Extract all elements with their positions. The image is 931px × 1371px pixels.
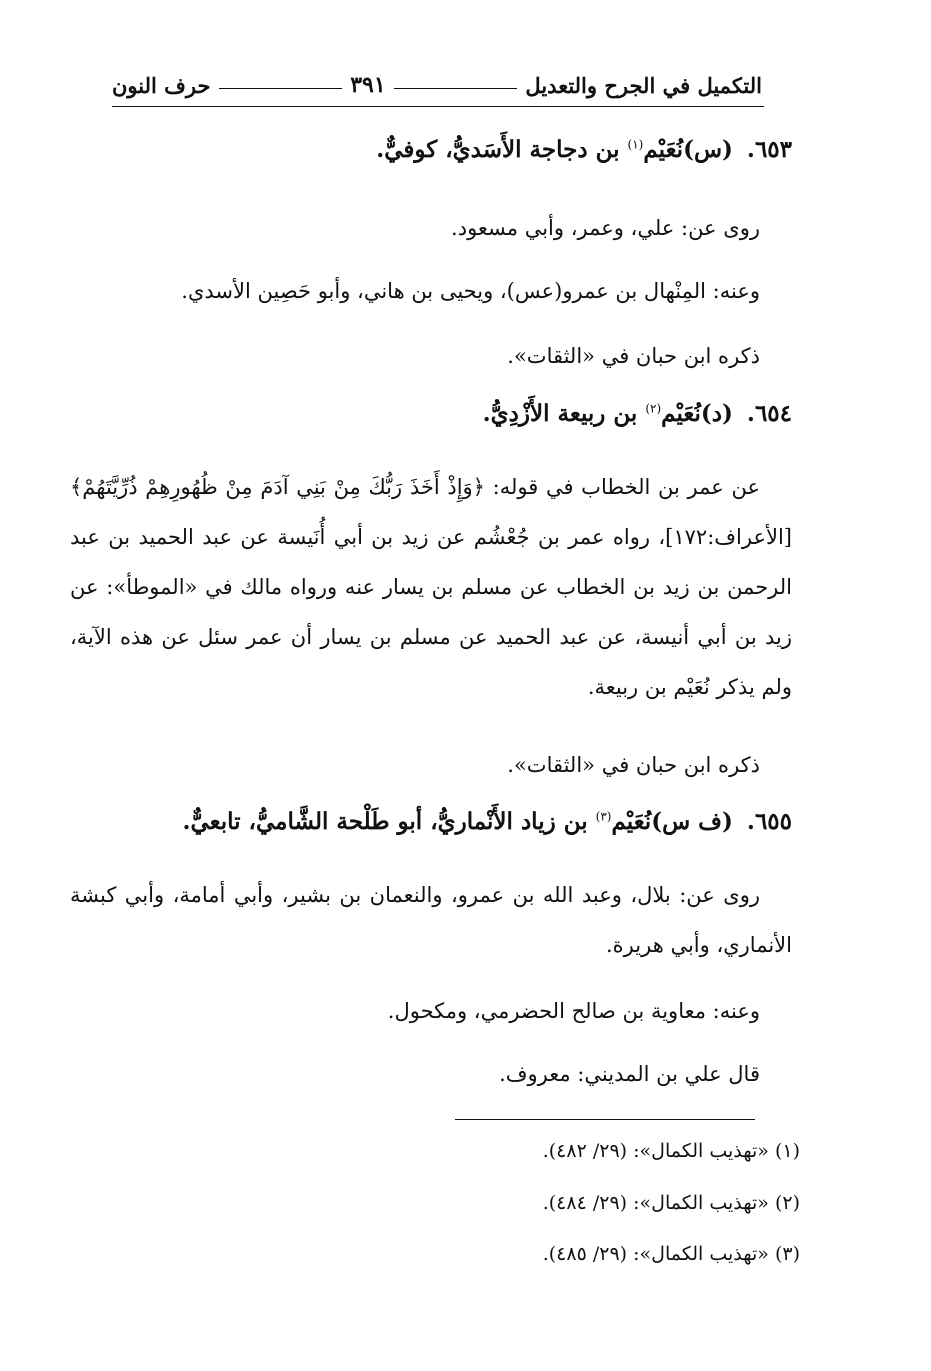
running-header bbox=[112, 72, 762, 98]
entry-rest: بن دجاجة الأَسَديُّ، كوفيٌّ. bbox=[376, 136, 620, 163]
entry-heading-653 bbox=[90, 136, 792, 163]
entry-number: ٦٥٣. bbox=[746, 136, 792, 163]
header-divider bbox=[112, 106, 764, 107]
entry-heading-655 bbox=[90, 808, 792, 835]
entry-655-paragraph: وعنه: معاوية بن صالح الحضرمي، ومكحول. bbox=[387, 999, 760, 1023]
header-rule-left bbox=[219, 88, 343, 89]
entry-654-paragraph: عن عمر بن الخطاب في قوله: ﴿وَإِذْ أَخَذَ رَبُّكَ مِنْ بَنِي آدَمَ مِنْ ظُهُورِهِمْ ذُرِّيَّتَهُمْ﴾[الأعراف:١٧٢]، رواه عمر بن جُعْشُم عن زيد بن أبي أُنَيسة عن عبد الحميد بن عبد الرحمن بن زيد بن الخطاب عن مسلم بن يسار عنه ورواه مالك في «الموطأ»: عن زيد بن أبي أنيسة، عن عبد الحميد عن مسلم بن يسار أن عمر سئل عن هذه الآية، ولم يذكر نُعَيْم بن ربيعة. bbox=[70, 475, 792, 699]
footnote-3: (٣) «تهذيب الكمال»: (٢٩/ ٤٨٥). bbox=[542, 1243, 800, 1265]
entry-653-paragraph: روى عن: علي، وعمر، وأبي مسعود. bbox=[451, 216, 760, 240]
header-rule-right bbox=[394, 88, 518, 89]
page-number: ٣٩١ bbox=[350, 72, 386, 98]
footnote-ref: (٢) bbox=[645, 401, 662, 416]
entry-rest: بن زياد الأَنْماريُّ، أبو طَلْحة الشَّاميُّ، تابعيٌّ. bbox=[182, 808, 588, 835]
entry-number: ٦٥٥. bbox=[746, 808, 792, 835]
footnote-ref: (٣) bbox=[595, 809, 612, 824]
entry-655-paragraph: روى عن: بلال، وعبد الله بن عمرو، والنعمان بن بشير، وأبي أمامة، وأبي كبشة الأنماري، وأبي هريرة. bbox=[70, 883, 792, 957]
footnote-ref: (١) bbox=[627, 137, 644, 152]
entry-number: ٦٥٤. bbox=[746, 400, 792, 427]
book-title: التكميل في الجرح والتعديل bbox=[525, 72, 762, 98]
footnote-1: (١) «تهذيب الكمال»: (٢٩/ ٤٨٢). bbox=[542, 1140, 800, 1162]
entry-name: نُعَيْم bbox=[643, 136, 684, 163]
footnote-divider bbox=[455, 1119, 755, 1120]
footnote-2: (٢) «تهذيب الكمال»: (٢٩/ ٤٨٤). bbox=[542, 1192, 800, 1214]
chapter-title: حرف النون bbox=[112, 72, 211, 98]
entry-653-paragraph: ذكره ابن حبان في «الثقات». bbox=[507, 344, 760, 368]
entry-name: نُعَيْم bbox=[661, 400, 701, 427]
entry-symbol: (ف س) bbox=[651, 808, 733, 835]
entry-name: نُعَيْم bbox=[611, 808, 652, 835]
entry-rest: بن ربيعة الأَزْدِيُّ. bbox=[482, 400, 638, 427]
entry-654-paragraph: ذكره ابن حبان في «الثقات». bbox=[507, 753, 760, 777]
entry-653-paragraph: وعنه: المِنْهال بن عمرو(عس)، ويحيى بن هاني، وأبو حَصِين الأسدي. bbox=[181, 279, 760, 303]
entry-symbol: (س) bbox=[683, 136, 733, 163]
entry-symbol: (د) bbox=[700, 400, 733, 427]
entry-heading-654 bbox=[90, 400, 792, 427]
entry-655-paragraph: قال علي بن المديني: معروف. bbox=[499, 1062, 760, 1086]
